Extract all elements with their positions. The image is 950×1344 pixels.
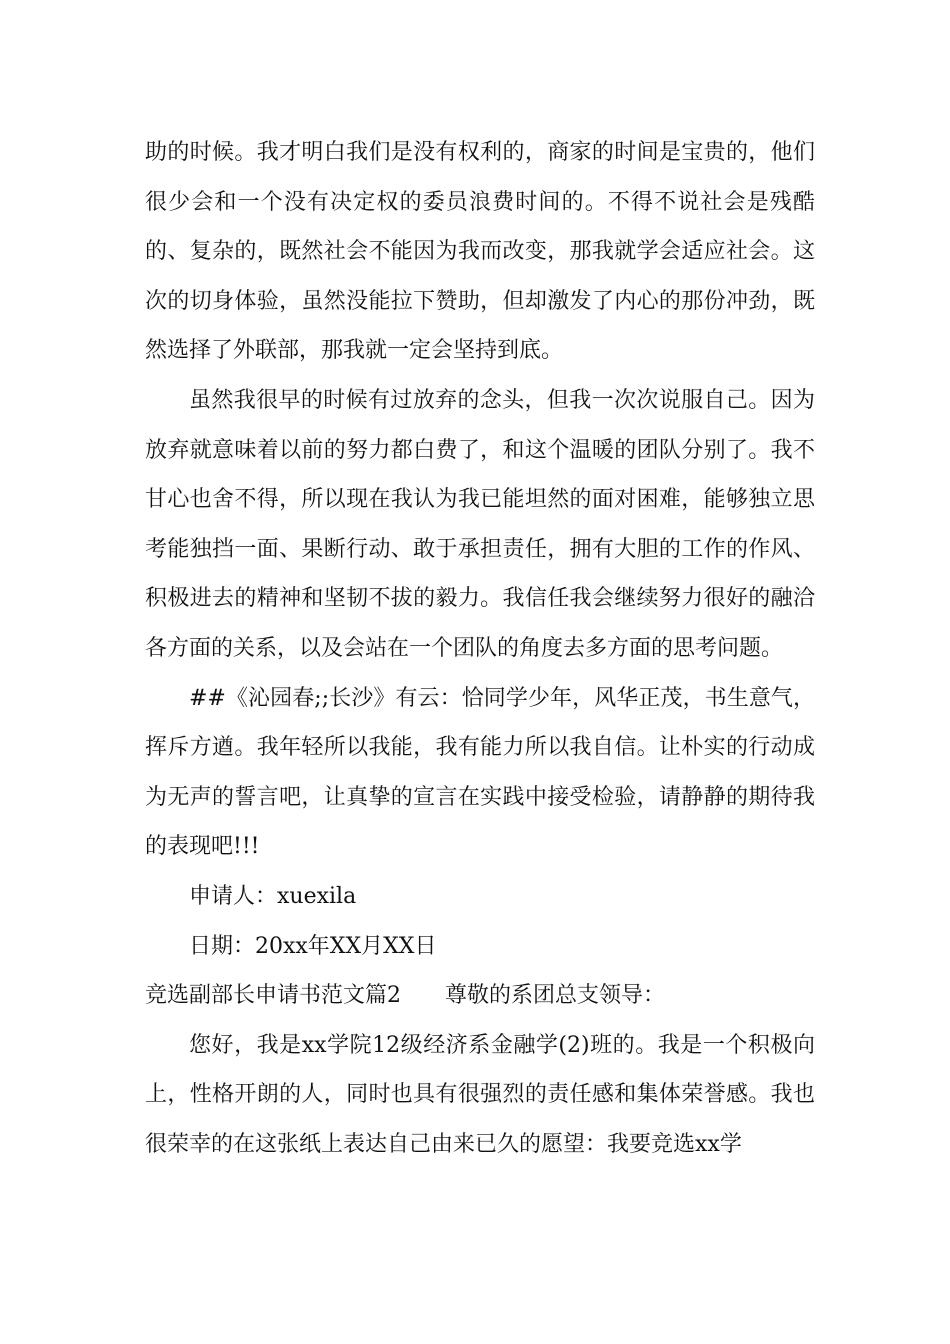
section-heading-line <box>145 971 815 1021</box>
salutation: 尊敬的系团总支领导： <box>445 983 666 1009</box>
section-heading: 竞选副部长申请书范文篇2 <box>145 983 401 1009</box>
paragraph-2: 虽然我很早的时候有过放弃的念头，但我一次次说服自己。因为放弃就意味着以前的努力都白费了，和这个温暖的团队分别了。我不甘心也舍不得，所以现在我认为我已能坦然的面对困难，能够独立思考能独挡一面、果断行动、敢于承担责任，拥有大胆的工作的作风、积极进去的精神和坚韧不拔的毅力。我信任我会继续努力很好的融洽各方面的关系，以及会站在一个团队的角度去多方面的思考问题。 <box>145 387 815 661</box>
date-line: 日期：20xx年XX月XX日 <box>189 933 437 959</box>
paragraph-1: 助的时候。我才明白我们是没有权利的，商家的时间是宝贵的，他们很少会和一个没有决定权的委员浪费时间的。不得不说社会是残酷的、复杂的，既然社会不能因为我而改变，那我就学会适应社会。这次的切身体验，虽然没能拉下赞助，但却激发了内心的那份冲劲，既然选择了外联部，那我就一定会坚持到底。 <box>145 140 815 364</box>
document-body <box>145 128 815 1169</box>
paragraph-4: 您好，我是xx学院12级经济系金融学(2)班的。我是一个积极向上，性格开朗的人，同时也具有很强烈的责任感和集体荣誉感。我也很荣幸的在这张纸上表达自己由来已久的愿望：我要竞选xx学 <box>145 1032 815 1157</box>
paragraph-3: ##《沁园春;;长沙》有云：恰同学少年，风华正茂，书生意气，挥斥方遒。我年轻所以我能，我有能力所以我自信。让朴实的行动成为无声的誓言吧，让真挚的宣言在实践中接受检验，请静静的期待我的表现吧!!! <box>145 685 815 860</box>
applicant-line: 申请人：xuexila <box>189 883 357 909</box>
